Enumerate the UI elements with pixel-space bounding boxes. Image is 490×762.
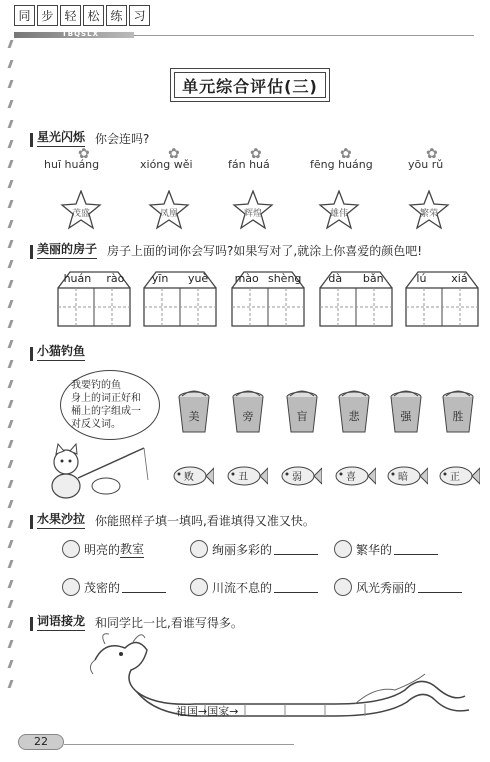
house-word[interactable] bbox=[56, 268, 132, 328]
house-word[interactable] bbox=[404, 268, 480, 328]
fruit-prefix: 明亮的 bbox=[84, 542, 121, 557]
pinyin-item: fán huá bbox=[228, 158, 270, 171]
pinyin-item: fēng huáng bbox=[310, 158, 373, 171]
bucket-item[interactable] bbox=[336, 390, 372, 434]
flower-icon: ✿ bbox=[340, 146, 352, 162]
house-pinyin: bǎn bbox=[362, 272, 384, 285]
bubble-line: 对反义词。 bbox=[71, 419, 121, 430]
house-pinyin: huán bbox=[63, 272, 92, 285]
section-house-title bbox=[30, 240, 422, 259]
pinyin-item: yōu rǔ bbox=[408, 158, 444, 171]
answer-blank[interactable] bbox=[394, 543, 438, 555]
fish-char: 喜 bbox=[346, 472, 356, 483]
header-char: 练 bbox=[106, 5, 127, 26]
section-fruit-title bbox=[30, 510, 315, 529]
flower-icon: ✿ bbox=[250, 146, 262, 162]
fruit-item bbox=[334, 578, 462, 596]
bucket-item[interactable] bbox=[176, 390, 212, 434]
header-char: 同 bbox=[14, 5, 35, 26]
bubble-line: 身上的词正好和 bbox=[71, 393, 141, 404]
section-label: 小猫钓鱼 bbox=[37, 342, 85, 361]
word-chain: 祖国→国家→ bbox=[176, 705, 239, 718]
bucket-char: 强 bbox=[400, 410, 412, 423]
section-instruction: 和同学比一比,看谁写得多。 bbox=[95, 616, 243, 630]
house-pinyin: rào bbox=[106, 272, 125, 285]
fish-item[interactable] bbox=[384, 464, 428, 488]
house-pinyin: xiá bbox=[451, 272, 468, 285]
star-word[interactable] bbox=[148, 190, 190, 230]
fish-char: 暗 bbox=[398, 472, 408, 483]
bucket-item[interactable] bbox=[388, 390, 424, 434]
section-label: 星光闪烁 bbox=[37, 128, 85, 147]
header-subtitle: TBQSLX bbox=[62, 30, 99, 38]
fish-item[interactable] bbox=[332, 464, 376, 488]
pinyin-item: xióng wěi bbox=[140, 158, 193, 171]
section-cat-title bbox=[30, 342, 85, 361]
fish-char: 弱 bbox=[292, 472, 302, 483]
answer-blank[interactable] bbox=[418, 581, 462, 593]
fruit-prefix: 茂密的 bbox=[84, 580, 121, 595]
header-char: 习 bbox=[129, 5, 150, 26]
page-number: 22 bbox=[18, 734, 64, 750]
star-word[interactable] bbox=[232, 190, 274, 230]
answer-blank[interactable] bbox=[122, 581, 166, 593]
melon-icon bbox=[334, 578, 352, 596]
fish-char: 丑 bbox=[238, 472, 248, 483]
house-pinyin: yīn bbox=[151, 272, 169, 285]
section-label: 词语接龙 bbox=[37, 612, 85, 631]
star-word-text: 雄伟 bbox=[329, 209, 348, 219]
speech-bubble bbox=[60, 370, 160, 440]
header-char: 步 bbox=[37, 5, 58, 26]
section-label: 美丽的房子 bbox=[37, 240, 97, 259]
house-pinyin: mào bbox=[234, 272, 259, 285]
fish-item[interactable] bbox=[436, 464, 480, 488]
bucket-char: 悲 bbox=[348, 410, 360, 423]
house-pinyin: dà bbox=[328, 272, 343, 285]
section-instruction: 你会连吗? bbox=[95, 132, 150, 146]
fish-char: 败 bbox=[184, 472, 194, 483]
bubble-line: 我要钓的鱼 bbox=[71, 380, 121, 391]
section-instruction: 房子上面的词你会写吗?如果写对了,就涂上你喜爱的颜色吧! bbox=[107, 244, 423, 258]
star-word[interactable] bbox=[60, 190, 102, 230]
house-pinyin: lú bbox=[416, 272, 427, 285]
flower-icon: ✿ bbox=[78, 146, 90, 162]
dragon-illustration bbox=[85, 630, 470, 720]
fruit-example-answer: 教室 bbox=[120, 542, 145, 556]
house-word[interactable] bbox=[318, 268, 394, 328]
header-char: 轻 bbox=[60, 5, 81, 26]
bucket-item[interactable] bbox=[440, 390, 476, 434]
header-bar bbox=[14, 30, 474, 38]
section-star-title bbox=[30, 128, 149, 147]
bubble-line: 桶上的字组成一 bbox=[71, 406, 141, 417]
fruit-item bbox=[62, 540, 144, 558]
bucket-char: 盲 bbox=[296, 410, 308, 423]
fruit-item bbox=[190, 578, 318, 596]
header-char: 松 bbox=[83, 5, 104, 26]
fish-item[interactable] bbox=[224, 464, 268, 488]
peach-icon bbox=[62, 578, 80, 596]
section-instruction: 你能照样子填一填吗,看谁填得又准又快。 bbox=[95, 514, 315, 528]
fruit-prefix: 川流不息的 bbox=[212, 580, 273, 595]
fruit-item bbox=[334, 540, 438, 558]
answer-blank[interactable] bbox=[274, 581, 318, 593]
fruit-prefix: 风光秀丽的 bbox=[356, 580, 417, 595]
star-word[interactable] bbox=[408, 190, 450, 230]
fruit-prefix: 繁华的 bbox=[356, 542, 393, 557]
page-title-box bbox=[170, 68, 330, 102]
bucket-item[interactable] bbox=[230, 390, 266, 434]
fish-item[interactable] bbox=[278, 464, 322, 488]
flower-icon: ✿ bbox=[426, 146, 438, 162]
pinyin-item: huī huáng bbox=[44, 158, 100, 171]
tomato-icon bbox=[62, 540, 80, 558]
star-word-text: 繁荣 bbox=[419, 209, 438, 219]
bucket-char: 胜 bbox=[452, 410, 464, 423]
star-word[interactable] bbox=[318, 190, 360, 230]
pineapple-icon bbox=[190, 578, 208, 596]
section-label: 水果沙拉 bbox=[37, 510, 85, 529]
flower-icon: ✿ bbox=[168, 146, 180, 162]
house-word[interactable] bbox=[142, 268, 218, 328]
star-word-text: 辉煌 bbox=[243, 209, 262, 219]
cat-fishing-illustration bbox=[44, 440, 154, 500]
fruit-prefix: 绚丽多彩的 bbox=[212, 542, 273, 557]
fish-char: 正 bbox=[450, 472, 460, 483]
bucket-char: 美 bbox=[188, 410, 200, 423]
pear-icon bbox=[190, 540, 208, 558]
fruit-item bbox=[62, 578, 166, 596]
binding-margin bbox=[6, 40, 16, 700]
house-pinyin: shèng bbox=[267, 272, 302, 285]
apple-icon bbox=[334, 540, 352, 558]
section-chain-title bbox=[30, 612, 243, 631]
bucket-item[interactable] bbox=[284, 390, 320, 434]
fruit-item bbox=[190, 540, 318, 558]
page-title: 单元综合评估(三) bbox=[174, 72, 326, 98]
series-header bbox=[14, 5, 154, 27]
house-word[interactable] bbox=[230, 268, 306, 328]
bucket-char: 旁 bbox=[242, 410, 254, 423]
star-word-text: 凤凰 bbox=[159, 209, 178, 219]
page-footer bbox=[0, 732, 490, 752]
star-word-text: 茂盛 bbox=[71, 209, 90, 219]
answer-blank[interactable] bbox=[274, 543, 318, 555]
house-pinyin: yuè bbox=[187, 272, 209, 285]
fish-item[interactable] bbox=[170, 464, 214, 488]
